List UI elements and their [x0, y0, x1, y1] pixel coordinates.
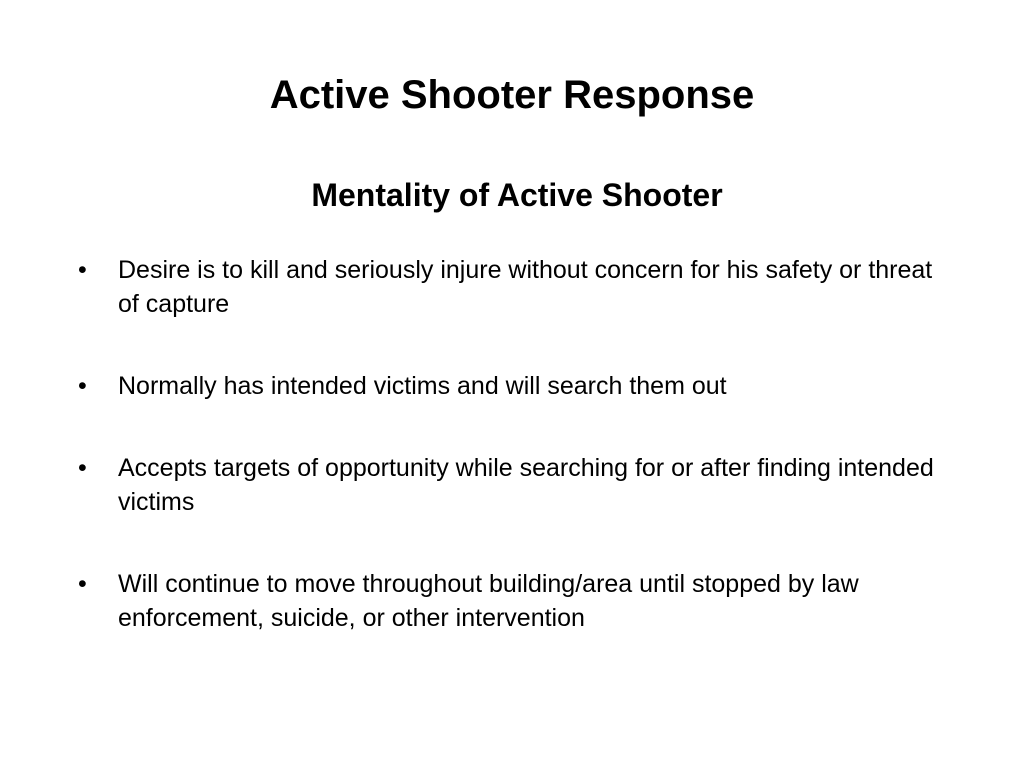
bullet-text: Will continue to move throughout building/area until stopped by law enforcement, suicide, or other intervention [118, 570, 859, 632]
bullet-item [78, 253, 958, 321]
bullet-text: Accepts targets of opportunity while searching for or after finding intended victims [118, 454, 934, 516]
slide-subtitle: Mentality of Active Shooter [311, 177, 723, 213]
bullet-item [78, 451, 958, 519]
bullet-item [78, 369, 958, 403]
bullet-item [78, 567, 958, 635]
bullet-text: Desire is to kill and seriously injure without concern for his safety or threat of capture [118, 256, 933, 318]
slide-title: Active Shooter Response [269, 73, 755, 117]
bullet-dot-icon: • [78, 454, 87, 482]
bullet-dot-icon: • [78, 570, 87, 598]
bullet-list [78, 253, 958, 683]
bullet-text: Normally has intended victims and will search them out [118, 372, 727, 400]
bullet-dot-icon: • [78, 372, 87, 400]
bullet-dot-icon: • [78, 256, 87, 284]
